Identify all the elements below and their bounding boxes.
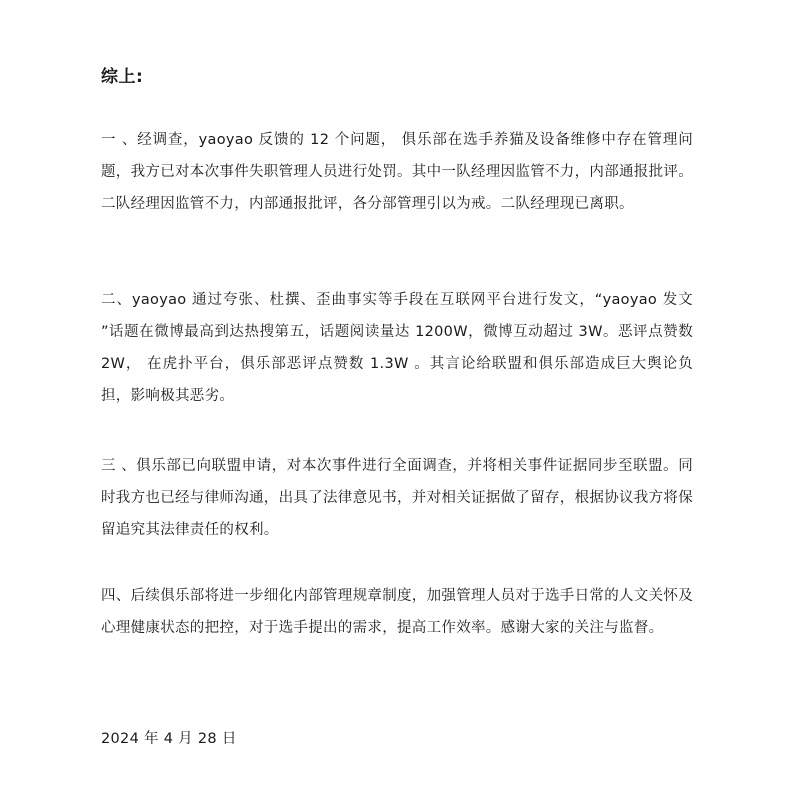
paragraph-4: 四、后续俱乐部将进一步细化内部管理规章制度，加强管理人员对于选手日常的人文关怀及心理健康状态的把控，对于选手提出的需求，提高工作效率。感谢大家的关注与监督。: [101, 588, 693, 636]
document-heading: 综上:: [101, 67, 144, 87]
paragraph-1: 一 、经调查，yaoyao 反馈的 12 个问题， 俱乐部在选手养猫及设备维修中存在管理问题，我方已对本次事件失职管理人员进行处罚。其中一队经理因监管不力，内部通报批评。二队经理因监管不力，内部通报批评，各分部管理引以为戒。二队经理现已离职。: [101, 132, 693, 212]
paragraph-3: 三 、俱乐部已向联盟申请，对本次事件进行全面调查，并将相关事件证据同步至联盟。同时我方也已经与律师沟通，出具了法律意见书，并对相关证据做了留存，根据协议我方将保留追究其法律责任的权利。: [101, 458, 693, 538]
paragraph-2: 二、yaoyao 通过夸张、杜撰、歪曲事实等手段在互联网平台进行发文，“yaoyao 发文 ”话题在微博最高到达热搜第五，话题阅读量达 1200W，微博互动超过 3W。恶评点赞数 2W， 在虎扑平台，俱乐部恶评点赞数 1.3W 。其言论给联盟和俱乐部造成巨大舆论负担，影响极其恶劣。: [101, 292, 693, 404]
document-date: 2024 年 4 月 28 日: [101, 731, 237, 747]
